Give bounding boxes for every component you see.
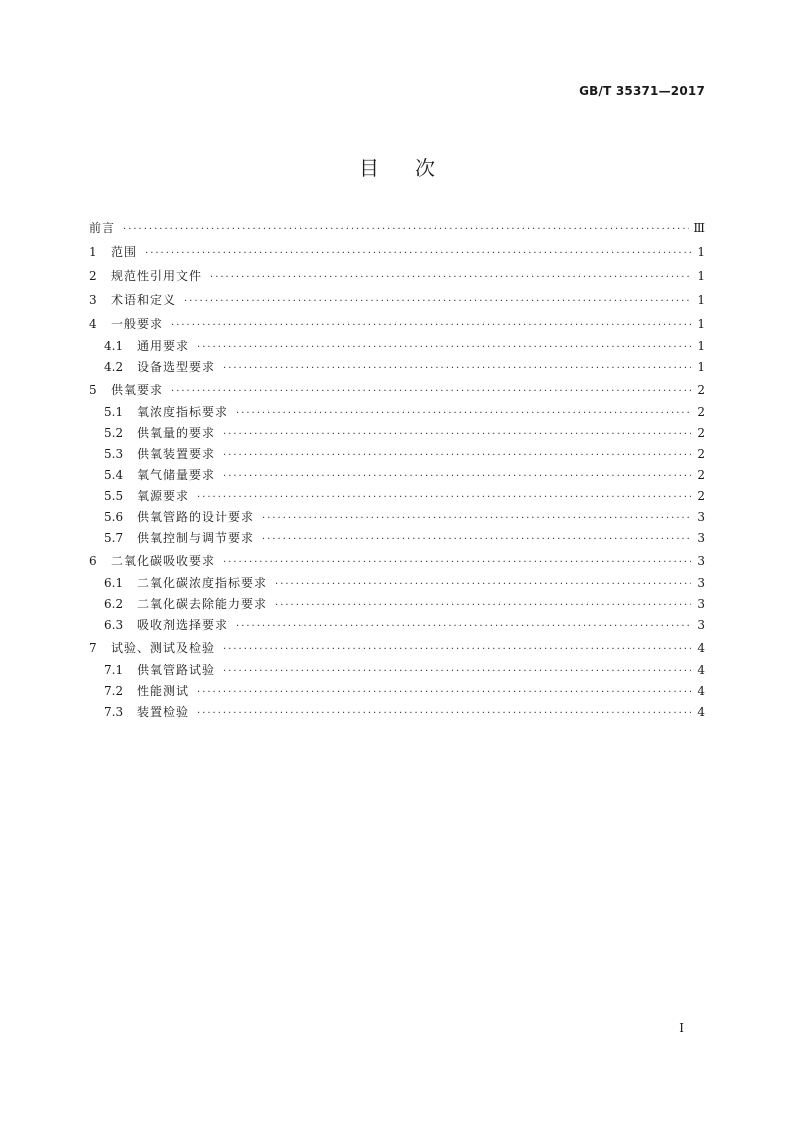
toc-entry-number: 5.5	[104, 489, 124, 503]
toc-entry-label: 供氧控制与调节要求	[137, 531, 255, 545]
toc-entry-page: 2	[697, 489, 705, 503]
toc-leader-dots	[223, 638, 691, 662]
toc-entry[interactable]	[89, 681, 705, 702]
toc-leader-dots	[184, 290, 691, 314]
toc-entry-number: 4.1	[104, 339, 124, 353]
toc-entry[interactable]	[89, 660, 705, 681]
toc-entry-page: 3	[697, 576, 705, 590]
toc-entry-page: 2	[697, 426, 705, 440]
toc-entry-page: 3	[697, 554, 705, 568]
toc-leader-dots	[223, 466, 691, 487]
toc-leader-dots	[210, 266, 691, 290]
toc-entry-number: 7.3	[104, 705, 124, 719]
toc-entry-label: 供氧装置要求	[137, 447, 216, 461]
toc-entry[interactable]	[89, 594, 705, 615]
toc-entry-page: 2	[697, 405, 705, 419]
toc-entry-page: 4	[697, 684, 705, 698]
toc-entry-label: 氧浓度指标要求	[137, 405, 229, 419]
toc-entry[interactable]	[89, 507, 705, 528]
page-title: 目次	[359, 156, 471, 180]
toc-leader-dots	[223, 424, 691, 445]
toc-leader-dots	[171, 380, 691, 404]
toc-entry-number: 5.6	[104, 510, 124, 524]
toc-entry-number: 5.4	[104, 468, 124, 482]
toc-entry-number: 6	[89, 554, 97, 568]
toc-entry-label: 二氧化碳吸收要求	[111, 554, 216, 568]
toc-entry-label: 供氧管路的设计要求	[137, 510, 255, 524]
toc-entry[interactable]	[89, 357, 705, 378]
toc-leader-dots	[262, 529, 691, 550]
toc-entry-label: 二氧化碳浓度指标要求	[137, 576, 268, 590]
toc-entry-number: 1	[89, 245, 97, 259]
toc-entry-number: 3	[89, 293, 97, 307]
toc-entry-number: 5	[89, 383, 97, 397]
toc-entry-label: 氧气储量要求	[137, 468, 216, 482]
toc-entry-number: 7.2	[104, 684, 124, 698]
toc-entry-label: 前言	[89, 221, 116, 235]
page-number: I	[679, 1021, 684, 1035]
toc-entry[interactable]	[89, 423, 705, 444]
toc-entry-label: 规范性引用文件	[111, 269, 203, 283]
toc-entry-label: 供氧要求	[111, 383, 164, 397]
toc-leader-dots	[223, 445, 691, 466]
toc-entry-number: 5.2	[104, 426, 124, 440]
toc-entry-page: 2	[697, 468, 705, 482]
toc-entry-label: 吸收剂选择要求	[137, 618, 229, 632]
toc-leader-dots	[123, 218, 689, 242]
toc-leader-dots	[275, 595, 691, 616]
toc-entry-label: 术语和定义	[111, 293, 177, 307]
toc-entry-page: 4	[697, 641, 705, 655]
toc-entry[interactable]	[89, 288, 705, 312]
toc-entry-number: 7.1	[104, 663, 124, 677]
toc-leader-dots	[197, 487, 691, 508]
toc-leader-dots	[236, 403, 691, 424]
toc-entry[interactable]	[89, 402, 705, 423]
toc-leader-dots	[171, 314, 691, 338]
toc-entry[interactable]	[89, 549, 705, 573]
toc-entry-page: 3	[697, 597, 705, 611]
toc-entry-number: 4.2	[104, 360, 124, 374]
toc-leader-dots	[236, 616, 691, 637]
toc-entry-page: Ⅲ	[693, 221, 705, 235]
toc-entry-page: 3	[697, 531, 705, 545]
toc-entry[interactable]	[89, 378, 705, 402]
toc-entry[interactable]	[89, 636, 705, 660]
toc-entry[interactable]	[89, 336, 705, 357]
toc-entry-label: 供氧量的要求	[137, 426, 216, 440]
toc-entry-number: 4	[89, 317, 97, 331]
toc-entry-number: 5.1	[104, 405, 124, 419]
toc-leader-dots	[275, 574, 691, 595]
toc-entry-page: 4	[697, 663, 705, 677]
table-of-contents	[89, 216, 705, 723]
toc-entry[interactable]	[89, 264, 705, 288]
toc-entry-page: 1	[697, 339, 705, 353]
toc-entry-page: 2	[697, 447, 705, 461]
toc-entry-page: 1	[697, 293, 705, 307]
toc-entry-page: 1	[697, 360, 705, 374]
toc-entry-label: 二氧化碳去除能力要求	[137, 597, 268, 611]
toc-entry-number: 7	[89, 641, 97, 655]
toc-leader-dots	[262, 508, 691, 529]
toc-entry[interactable]	[89, 216, 705, 240]
toc-leader-dots	[223, 551, 691, 575]
toc-entry[interactable]	[89, 528, 705, 549]
toc-entry-page: 4	[697, 705, 705, 719]
toc-entry[interactable]	[89, 465, 705, 486]
toc-entry[interactable]	[89, 615, 705, 636]
toc-entry-label: 试验、测试及检验	[111, 641, 216, 655]
toc-entry-label: 供氧管路试验	[137, 663, 216, 677]
toc-entry-label: 装置检验	[137, 705, 190, 719]
toc-entry-number: 6.2	[104, 597, 124, 611]
toc-entry-number: 6.1	[104, 576, 124, 590]
toc-entry[interactable]	[89, 240, 705, 264]
standard-code: GB/T 35371—2017	[579, 84, 705, 98]
toc-entry-label: 通用要求	[137, 339, 190, 353]
toc-entry-page: 1	[697, 245, 705, 259]
toc-entry-label: 氧源要求	[137, 489, 190, 503]
toc-entry-page: 2	[697, 383, 705, 397]
toc-entry-label: 性能测试	[137, 684, 190, 698]
toc-entry-label: 一般要求	[111, 317, 164, 331]
toc-entry-label: 范围	[111, 245, 138, 259]
toc-entry-page: 3	[697, 510, 705, 524]
toc-entry-number: 5.7	[104, 531, 124, 545]
toc-entry[interactable]	[89, 486, 705, 507]
toc-entry-page: 3	[697, 618, 705, 632]
toc-leader-dots	[197, 703, 691, 724]
toc-leader-dots	[223, 661, 691, 682]
toc-entry[interactable]	[89, 312, 705, 336]
toc-entry[interactable]	[89, 702, 705, 723]
toc-entry-page: 1	[697, 269, 705, 283]
toc-leader-dots	[197, 337, 691, 358]
toc-entry[interactable]	[89, 573, 705, 594]
toc-entry-number: 2	[89, 269, 97, 283]
toc-entry-page: 1	[697, 317, 705, 331]
toc-entry-number: 5.3	[104, 447, 124, 461]
toc-leader-dots	[197, 682, 691, 703]
toc-leader-dots	[223, 358, 691, 379]
toc-leader-dots	[145, 242, 691, 266]
toc-entry-label: 设备选型要求	[137, 360, 216, 374]
toc-entry-number: 6.3	[104, 618, 124, 632]
toc-entry[interactable]	[89, 444, 705, 465]
